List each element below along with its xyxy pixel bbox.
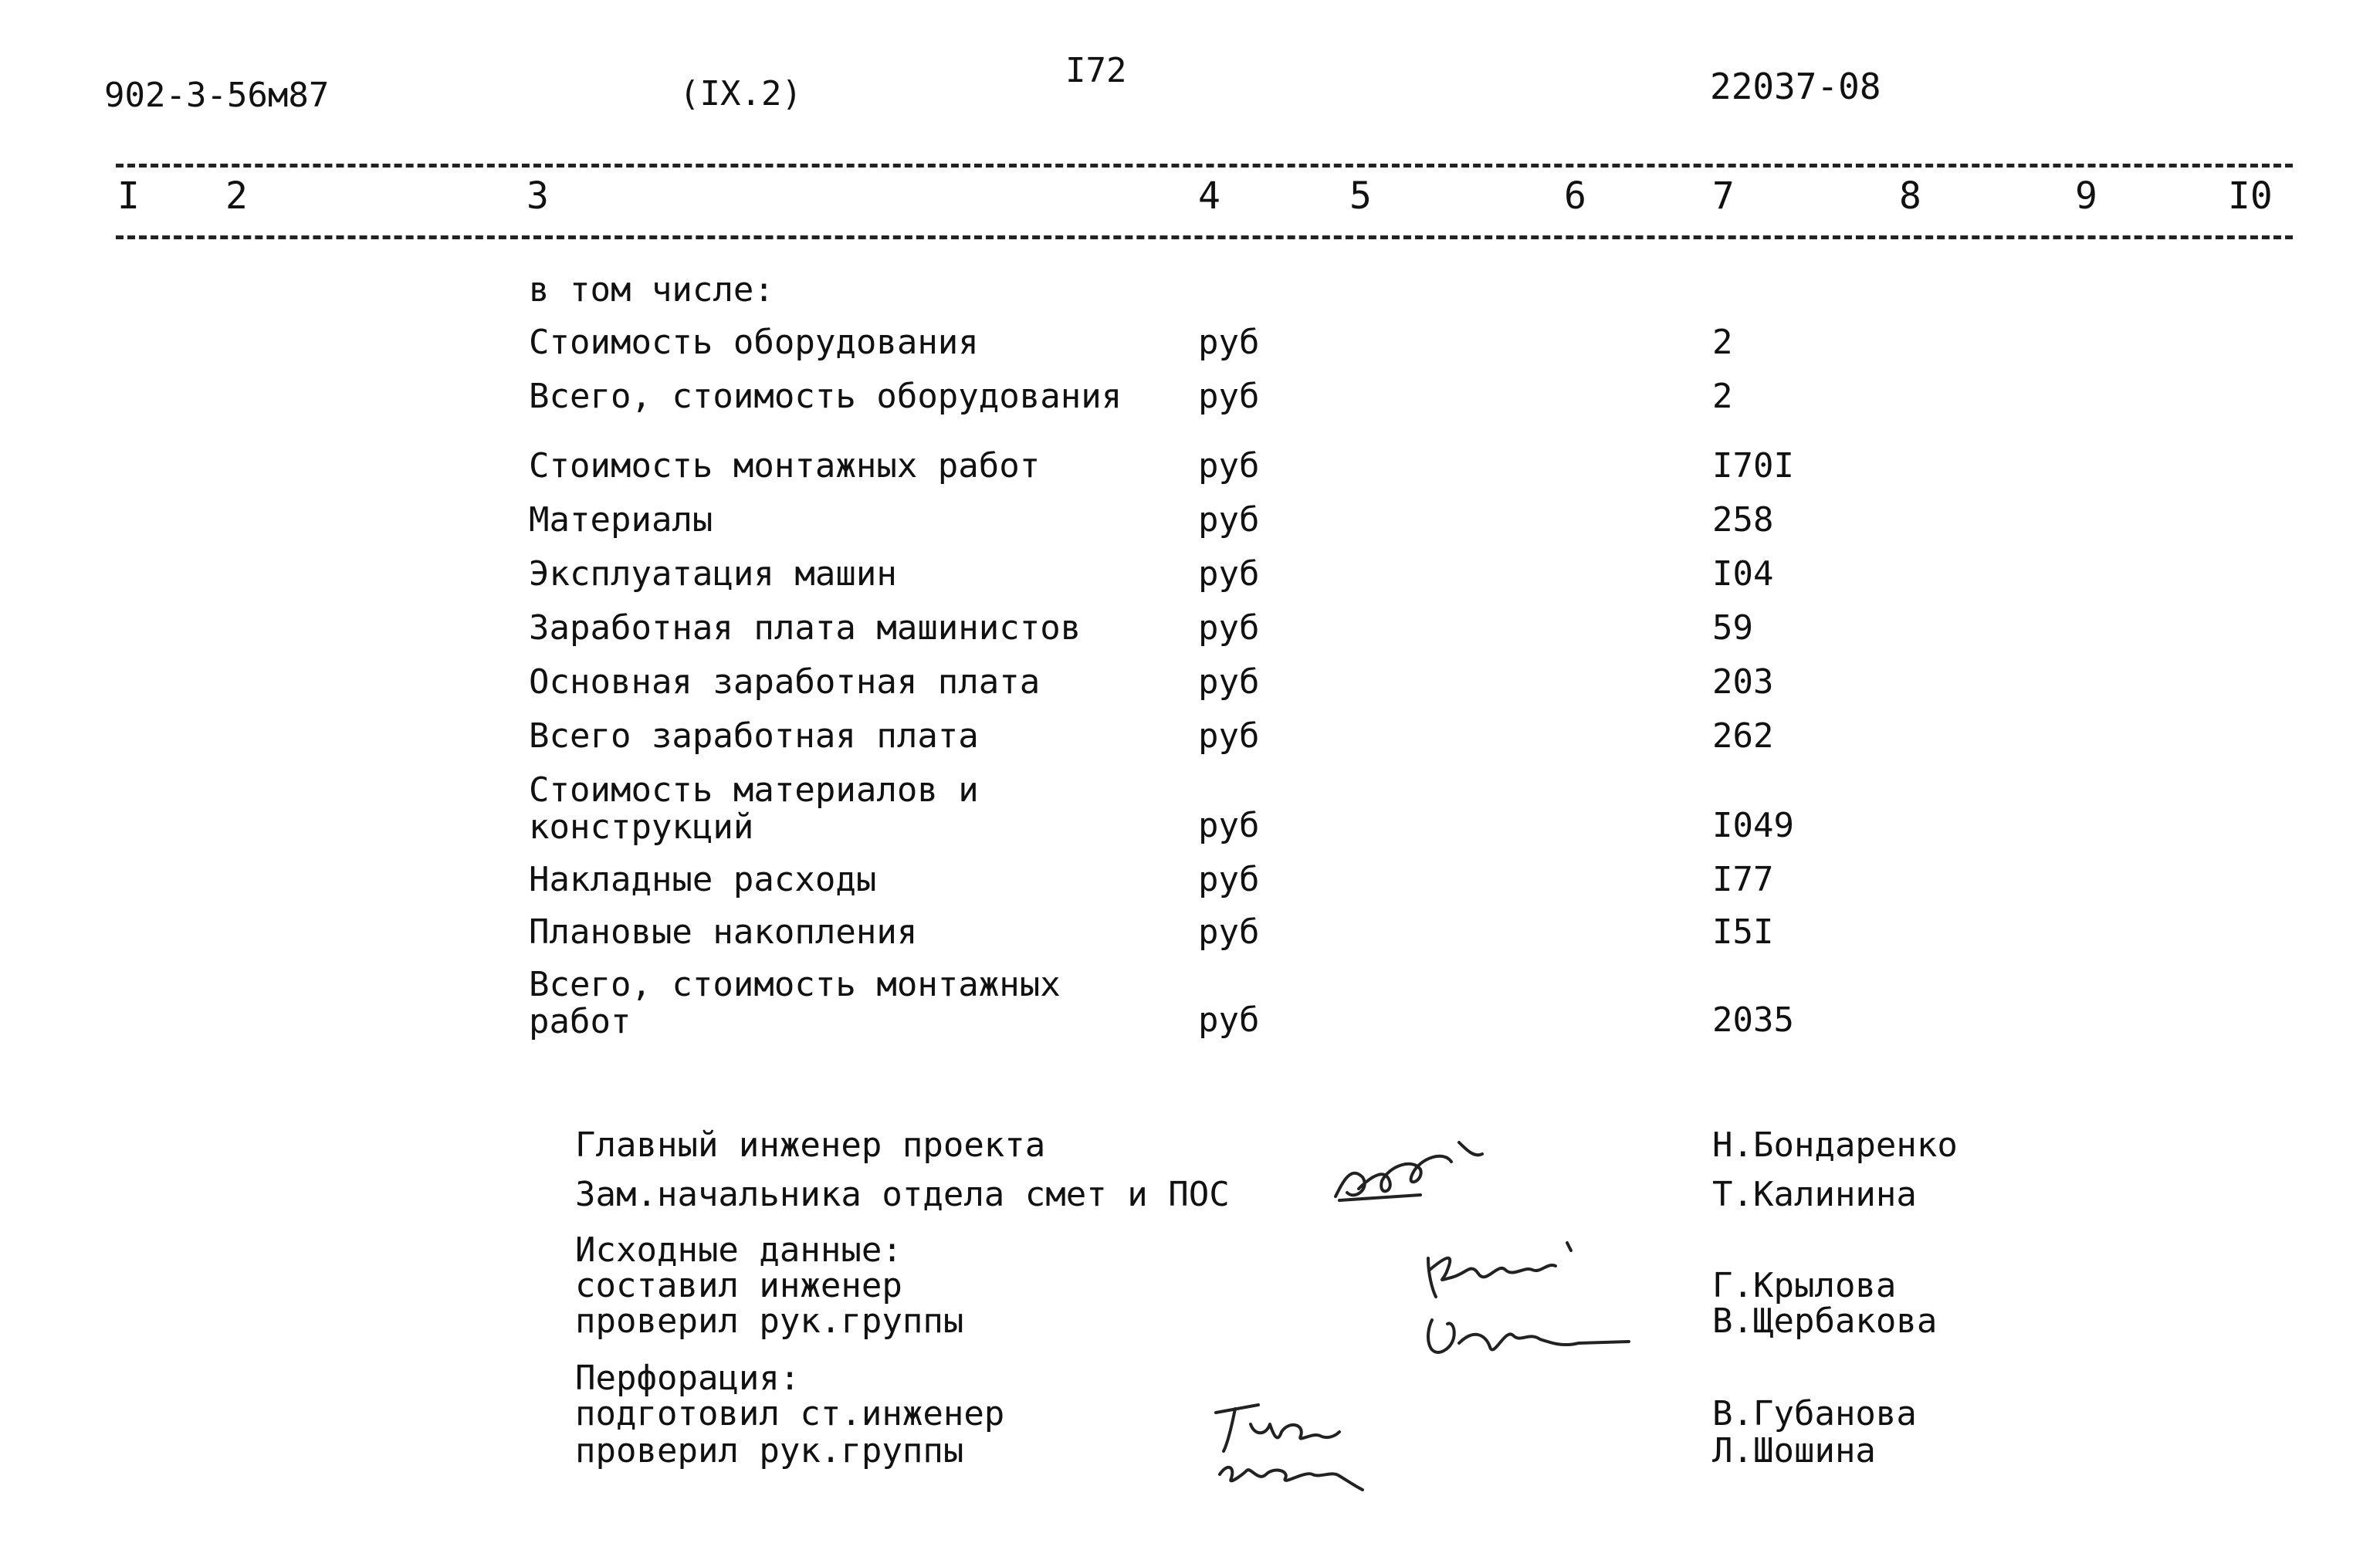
- row-value: 203: [1712, 662, 1774, 702]
- row-name: Всего заработная плата: [529, 716, 979, 756]
- column-header-5: 5: [1349, 174, 1372, 218]
- row-name: Всего, стоимость монтажных работ: [529, 965, 1061, 1041]
- row-name: Стоимость оборудования: [529, 323, 979, 362]
- row-value: I049: [1712, 806, 1794, 845]
- header-divider-top: [116, 164, 2293, 168]
- row-name: Стоимость материалов и конструкций: [529, 770, 979, 847]
- row-name: Всего, стоимость оборудования: [529, 377, 1122, 416]
- row-name: Основная заработная плата: [529, 662, 1041, 702]
- signature-role: Главный инженер проекта: [575, 1125, 1046, 1165]
- column-header-4: 4: [1198, 174, 1220, 218]
- row-name: Материалы: [529, 500, 713, 540]
- signature-person: Н.Бондаренко: [1712, 1125, 1958, 1165]
- column-header-6: 6: [1564, 174, 1586, 218]
- header-divider-bottom: [116, 235, 2293, 239]
- signature-person: В.Губанова: [1712, 1394, 1917, 1433]
- row-unit: руб: [1198, 806, 1260, 845]
- row-unit: руб: [1198, 716, 1260, 756]
- row-unit: руб: [1198, 554, 1260, 594]
- row-value: 59: [1712, 608, 1753, 648]
- column-header-7: 7: [1712, 174, 1735, 218]
- signature-role: проверил рук.группы: [575, 1431, 964, 1470]
- row-value: I70I: [1712, 446, 1794, 486]
- signature-role: составил инженер: [575, 1266, 902, 1305]
- row-value: 2: [1712, 323, 1733, 362]
- row-unit: руб: [1198, 377, 1260, 416]
- signature-role: Зам.начальника отдела смет и ПОС: [575, 1175, 1230, 1214]
- row-unit: руб: [1198, 912, 1260, 952]
- row-unit: руб: [1198, 608, 1260, 648]
- row-unit: руб: [1198, 500, 1260, 540]
- signature-person: Л.Шошина: [1712, 1431, 1876, 1470]
- page-number: I72: [1065, 51, 1127, 90]
- signature-role: Исходные данные:: [575, 1230, 902, 1270]
- signature-role: Перфорация:: [575, 1359, 801, 1398]
- row-value: 258: [1712, 500, 1774, 540]
- column-header-9: 9: [2075, 174, 2097, 218]
- handwritten-signature-3: [1204, 1389, 1405, 1505]
- signature-person: Г.Крылова: [1712, 1266, 1897, 1305]
- row-value: 2: [1712, 377, 1733, 416]
- row-unit: руб: [1198, 662, 1260, 702]
- handwritten-signature-2: [1413, 1227, 1637, 1374]
- row-value: I5I: [1712, 912, 1774, 952]
- column-header-1: I: [117, 174, 140, 218]
- row-value: I77: [1712, 860, 1774, 899]
- row-value: 262: [1712, 716, 1774, 756]
- signature-person: В.Щербакова: [1712, 1301, 1938, 1341]
- signature-person: Т.Калинина: [1712, 1175, 1917, 1214]
- row-unit: руб: [1198, 323, 1260, 362]
- column-header-8: 8: [1899, 174, 1921, 218]
- signature-role: проверил рук.группы: [575, 1301, 964, 1341]
- handwritten-signature-1: [1328, 1135, 1513, 1212]
- row-name: Эксплуатация машин: [529, 554, 897, 594]
- row-name: Заработная плата машинистов: [529, 608, 1082, 648]
- document-number: 22037-08: [1710, 66, 1881, 107]
- intro-label: в том числе:: [529, 270, 774, 310]
- row-value: I04: [1712, 554, 1774, 594]
- row-value: 2035: [1712, 1000, 1794, 1040]
- column-header-3: 3: [526, 174, 549, 218]
- column-header-10: I0: [2228, 174, 2273, 218]
- row-unit: руб: [1198, 860, 1260, 899]
- section-number: (IX.2): [679, 74, 802, 113]
- row-name: Стоимость монтажных работ: [529, 446, 1041, 486]
- signature-role: подготовил ст.инженер: [575, 1394, 1005, 1433]
- row-name: Накладные расходы: [529, 860, 877, 899]
- row-name: Плановые накопления: [529, 912, 918, 952]
- row-unit: руб: [1198, 1000, 1260, 1040]
- document-code: 902-3-56м87: [104, 76, 330, 115]
- column-header-2: 2: [225, 174, 248, 218]
- row-unit: руб: [1198, 446, 1260, 486]
